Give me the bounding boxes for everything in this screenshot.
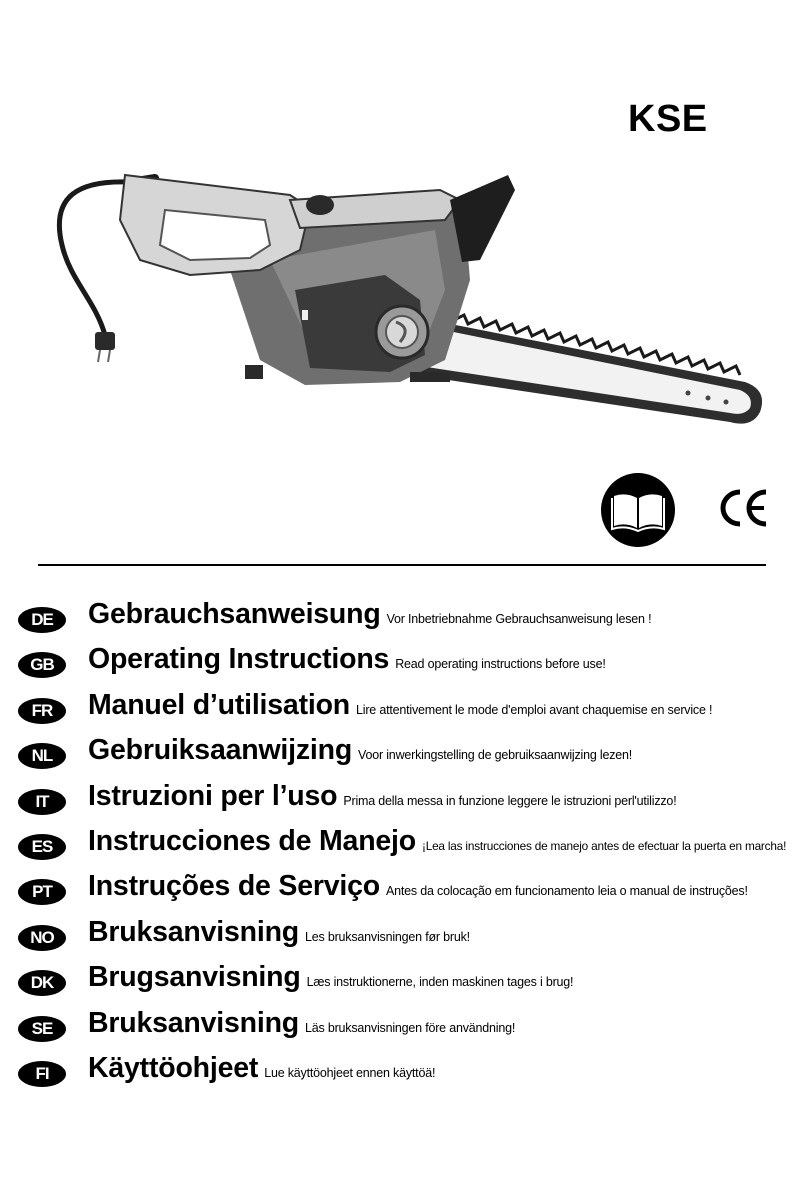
language-badge: IT [18, 789, 66, 815]
language-title: Manuel d’utilisation [88, 688, 351, 721]
language-subtitle: ¡Lea las instrucciones de manejo antes de efectuar la puerta en marcha! [421, 838, 787, 853]
language-subtitle: Läs bruksanvisningen före användning! [305, 1020, 516, 1035]
language-row-dk [18, 961, 804, 1006]
language-title: Gebruiksaanwijzing [88, 734, 353, 767]
language-row-it [18, 780, 804, 825]
language-list [18, 598, 804, 1097]
language-badge: DK [18, 970, 66, 996]
language-row-fr [18, 689, 804, 734]
language-badge: PT [18, 879, 66, 905]
divider-line [38, 564, 766, 566]
language-badge: GB [18, 652, 66, 678]
language-title: Bruksanvisning [88, 1006, 300, 1039]
ce-mark-icon [718, 488, 770, 528]
language-subtitle: Læs instruktionerne, inden maskinen tages i brug! [306, 975, 574, 990]
language-subtitle: Voor inwerkingstelling de gebruiksaanwijzing lezen! [358, 748, 633, 763]
language-row-es [18, 825, 804, 870]
language-title: Operating Instructions [88, 643, 390, 676]
language-subtitle: Les bruksanvisningen før bruk! [305, 929, 470, 944]
language-row-nl [18, 734, 804, 779]
chainsaw-image [40, 150, 780, 450]
read-manual-icon [600, 472, 676, 548]
language-title: Instruções de Serviço [88, 870, 381, 903]
language-badge: NL [18, 743, 66, 769]
language-row-no [18, 916, 804, 961]
language-title: Instrucciones de Manejo [88, 824, 416, 857]
language-title: Brugsanvisning [88, 961, 301, 994]
language-subtitle: Antes da colocação em funcionamento leia o manual de instruções! [386, 884, 748, 899]
language-badge: FR [18, 698, 66, 724]
language-row-pt [18, 870, 804, 915]
language-subtitle: Lire attentivement le mode d'emploi avant chaquemise en service ! [356, 702, 713, 717]
language-title: Gebrauchsanweisung [88, 598, 381, 630]
language-title: Istruzioni per l’uso [88, 779, 338, 812]
language-badge: SE [18, 1016, 66, 1042]
language-subtitle: Lue käyttöohjeet ennen käyttöä! [264, 1065, 436, 1080]
language-badge: DE [18, 607, 66, 633]
language-row-se [18, 1007, 804, 1052]
language-title: Bruksanvisning [88, 915, 300, 948]
language-subtitle: Read operating instructions before use! [395, 657, 606, 672]
language-row-gb [18, 643, 804, 688]
language-subtitle: Prima della messa in funzione leggere le istruzioni perl'utilizzo! [343, 793, 677, 808]
language-row-fi [18, 1052, 804, 1097]
language-title: Käyttöohjeet [88, 1051, 259, 1084]
language-row-de [18, 598, 804, 643]
language-badge: FI [18, 1061, 66, 1087]
model-name: KSE [628, 98, 708, 140]
language-subtitle: Vor Inbetriebnahme Gebrauchsanweisung lesen ! [386, 612, 652, 626]
language-badge: NO [18, 925, 66, 951]
language-badge: ES [18, 834, 66, 860]
